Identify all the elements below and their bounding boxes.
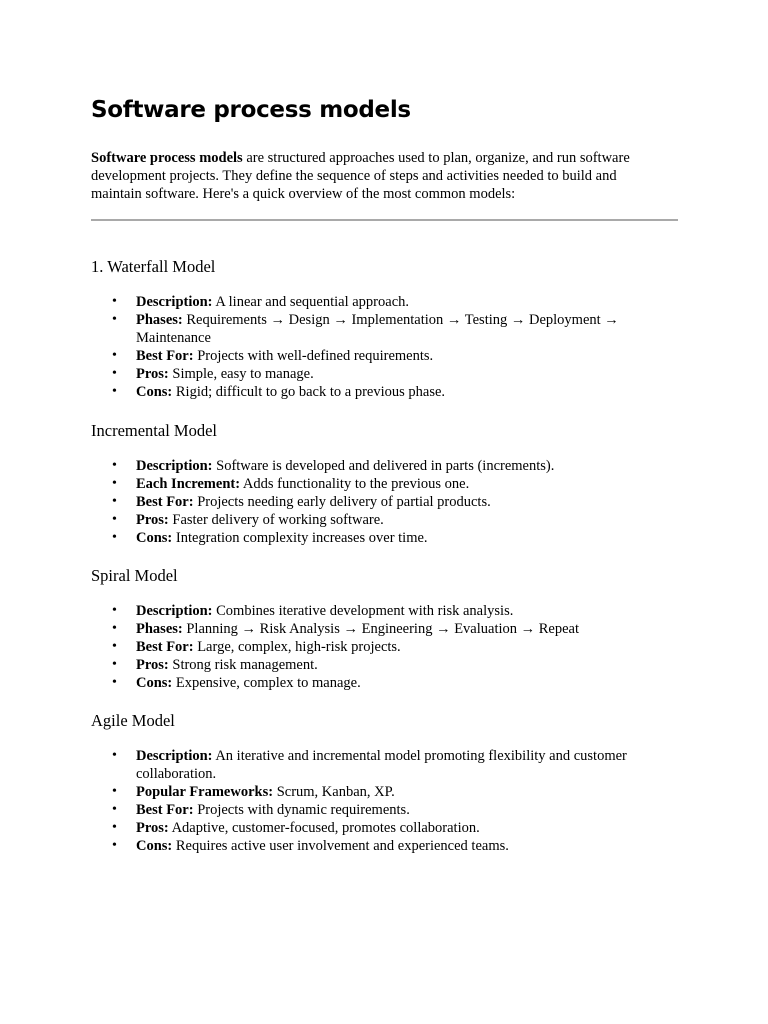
bullet-icon: • bbox=[112, 312, 117, 327]
section-heading: Spiral Model bbox=[91, 566, 178, 585]
item-label: Cons: bbox=[136, 384, 173, 400]
item-text: Scrum, Kanban, XP. bbox=[273, 784, 395, 800]
bullet-icon: • bbox=[112, 348, 117, 363]
item-text: Projects with well-defined requirements. bbox=[193, 348, 434, 364]
item-text: Combines iterative development with risk analysis. bbox=[212, 603, 514, 619]
item-text: Large, complex, high-risk projects. bbox=[193, 639, 401, 655]
bullet-icon: • bbox=[112, 476, 117, 491]
bullet-icon: • bbox=[112, 675, 117, 690]
page-title: Software process models bbox=[91, 97, 411, 123]
list-item bbox=[91, 602, 646, 620]
list-item bbox=[91, 819, 646, 837]
list-item bbox=[91, 837, 646, 855]
bullet-list bbox=[91, 747, 678, 855]
item-label: Popular Frameworks: bbox=[136, 784, 274, 800]
bullet-icon: • bbox=[112, 784, 117, 799]
bullet-icon: • bbox=[112, 530, 117, 545]
list-item bbox=[91, 801, 646, 819]
item-text: An iterative and incremental model promoting flexibility and customer collaboration. bbox=[136, 748, 627, 782]
section-heading: Agile Model bbox=[91, 711, 175, 730]
bullet-icon: • bbox=[112, 748, 117, 763]
intro-paragraph bbox=[91, 149, 666, 203]
item-text: Planning → Risk Analysis → Engineering → Evaluation → Repeat bbox=[182, 621, 580, 637]
list-item bbox=[91, 511, 646, 529]
list-item bbox=[91, 620, 646, 638]
list-item bbox=[91, 638, 646, 656]
list-item bbox=[91, 529, 646, 547]
item-text: Faster delivery of working software. bbox=[168, 512, 384, 528]
item-label: Pros: bbox=[136, 512, 169, 528]
bullet-list bbox=[91, 457, 678, 547]
item-text: Projects with dynamic requirements. bbox=[193, 802, 410, 818]
item-label: Pros: bbox=[136, 366, 169, 382]
bullet-icon: • bbox=[112, 366, 117, 381]
item-label: Cons: bbox=[136, 530, 173, 546]
list-item bbox=[91, 293, 646, 311]
item-label: Phases: bbox=[136, 312, 183, 328]
list-item bbox=[91, 383, 646, 401]
section-incremental bbox=[91, 420, 678, 546]
bullet-icon: • bbox=[112, 838, 117, 853]
bullet-icon: • bbox=[112, 657, 117, 672]
item-text: Simple, easy to manage. bbox=[168, 366, 314, 382]
list-item bbox=[91, 783, 646, 801]
item-text: Rigid; difficult to go back to a previous phase. bbox=[172, 384, 446, 400]
item-label: Best For: bbox=[136, 348, 194, 364]
bullet-list bbox=[91, 293, 678, 401]
section-waterfall bbox=[91, 256, 678, 400]
item-text: A linear and sequential approach. bbox=[212, 294, 410, 310]
section-spiral bbox=[91, 565, 678, 691]
item-label: Best For: bbox=[136, 639, 194, 655]
item-label: Description: bbox=[136, 748, 213, 764]
bullet-icon: • bbox=[112, 494, 117, 509]
bullet-icon: • bbox=[112, 384, 117, 399]
item-label: Description: bbox=[136, 294, 213, 310]
horizontal-divider bbox=[91, 219, 678, 221]
list-item bbox=[91, 656, 646, 674]
section-heading: Incremental Model bbox=[91, 421, 217, 440]
bullet-icon: • bbox=[112, 512, 117, 527]
list-item bbox=[91, 311, 646, 347]
item-label: Description: bbox=[136, 458, 213, 474]
bullet-icon: • bbox=[112, 820, 117, 835]
item-text: Strong risk management. bbox=[168, 657, 318, 673]
list-item bbox=[91, 475, 646, 493]
item-text: Expensive, complex to manage. bbox=[172, 675, 361, 691]
item-text: Requires active user involvement and experienced teams. bbox=[172, 838, 509, 854]
item-label: Best For: bbox=[136, 494, 194, 510]
item-text: Projects needing early delivery of partial products. bbox=[193, 494, 491, 510]
item-text: Adaptive, customer-focused, promotes collaboration. bbox=[168, 820, 480, 836]
item-text: Requirements → Design → Implementation → Testing → Deployment → Maintenance bbox=[136, 312, 619, 346]
bullet-icon: • bbox=[112, 458, 117, 473]
item-label: Phases: bbox=[136, 621, 183, 637]
bullet-icon: • bbox=[112, 294, 117, 309]
intro-term: Software process models bbox=[91, 150, 243, 166]
bullet-icon: • bbox=[112, 802, 117, 817]
item-text: Adds functionality to the previous one. bbox=[240, 476, 470, 492]
bullet-icon: • bbox=[112, 621, 117, 636]
item-label: Pros: bbox=[136, 820, 169, 836]
section-heading: 1. Waterfall Model bbox=[91, 257, 216, 276]
item-label: Cons: bbox=[136, 675, 173, 691]
item-label: Description: bbox=[136, 603, 213, 619]
item-label: Cons: bbox=[136, 838, 173, 854]
list-item bbox=[91, 493, 646, 511]
item-label: Best For: bbox=[136, 802, 194, 818]
list-item bbox=[91, 674, 646, 692]
list-item bbox=[91, 347, 646, 365]
bullet-icon: • bbox=[112, 639, 117, 654]
item-text: Integration complexity increases over time. bbox=[172, 530, 428, 546]
bullet-list bbox=[91, 602, 678, 692]
bullet-icon: • bbox=[112, 603, 117, 618]
intro-text: are structured approaches used to plan, organize, and run software development projects. They define the sequence of steps and activities needed to build and maintain software. Here's a quick overview of the most common models: bbox=[91, 150, 630, 202]
item-text: Software is developed and delivered in parts (increments). bbox=[212, 458, 555, 474]
list-item bbox=[91, 365, 646, 383]
list-item bbox=[91, 457, 646, 475]
item-label: Each Increment: bbox=[136, 476, 241, 492]
list-item bbox=[91, 747, 646, 783]
section-agile bbox=[91, 710, 678, 854]
item-label: Pros: bbox=[136, 657, 169, 673]
